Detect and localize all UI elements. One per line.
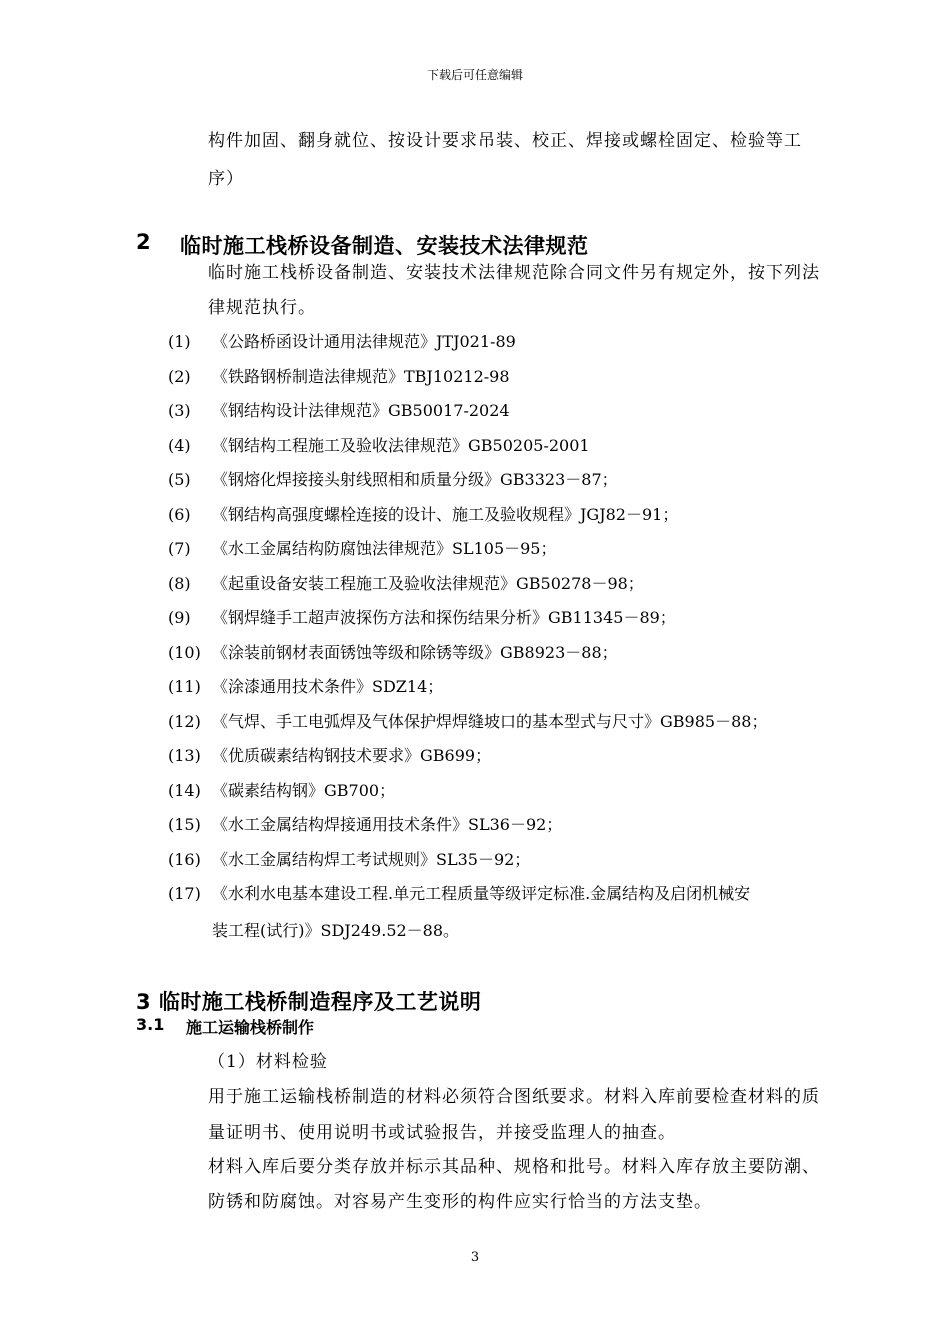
reference-number: (15): [168, 815, 201, 834]
reference-text: 《水工金属结构防腐蚀法律规范》SL105－95；: [212, 539, 557, 558]
reference-item: [168, 398, 510, 421]
page-header: 下载后可任意编辑: [426, 68, 523, 82]
reference-number: (2): [168, 367, 191, 386]
reference-item: [168, 605, 676, 628]
reference-number: (13): [168, 746, 201, 765]
reference-item: [168, 364, 510, 387]
reference-number: (9): [168, 608, 191, 627]
reference-text: 《公路桥函设计通用法律规范》JTJ021-89: [212, 332, 516, 351]
page-number: 3: [470, 1250, 480, 1265]
reference-text: 《钢结构设计法律规范》GB50017-2024: [212, 401, 510, 420]
body-line-3: 材料入库后要分类存放并标示其品种、规格和批号。材料入库存放主要防潮、: [208, 1157, 820, 1177]
reference-text: 《钢结构高强度螺栓连接的设计、施工及验收规程》JGJ82－91；: [212, 505, 679, 524]
reference-text: 《起重设备安装工程施工及验收法律规范》GB50278－98；: [212, 574, 644, 593]
reference-number: (14): [168, 781, 201, 800]
reference-item: [168, 743, 491, 766]
reference-text: 《水工金属结构焊接通用技术条件》SL36－92；: [212, 815, 563, 834]
reference-text: 《碳素结构钢》GB700；: [212, 781, 396, 800]
reference-number: (5): [168, 470, 191, 489]
reference-item: [168, 640, 618, 663]
reference-text: 《铁路钢桥制造法律规范》TBJ10212-98: [212, 367, 510, 386]
section-3-title: 3 临时施工栈桥制造程序及工艺说明: [136, 990, 482, 1014]
section-2-number: 2: [136, 230, 152, 254]
intro-line-1: 构件加固、翻身就位、按设计要求吊装、校正、焊接或螺栓固定、检验等工: [208, 131, 802, 151]
reference-17-continuation: 装工程(试行)》SDJ249.52－88。: [212, 921, 460, 940]
subsection-3-1-title: 施工运输栈桥制作: [186, 1018, 315, 1037]
reference-text: 《钢熔化焊接接头射线照相和质量分级》GB3323－87；: [212, 470, 618, 489]
reference-text: 《气焊、手工电弧焊及气体保护焊焊缝坡口的基本型式与尺寸》GB985－88；: [212, 712, 768, 731]
reference-item: [168, 433, 590, 456]
reference-number: (16): [168, 850, 201, 869]
reference-number: (8): [168, 574, 191, 593]
reference-number: (17): [168, 884, 201, 903]
reference-item: [168, 536, 557, 559]
reference-item: [168, 467, 618, 490]
reference-item: [168, 778, 395, 801]
reference-item: [168, 881, 750, 904]
reference-text: 《水工金属结构焊工考试规则》SL35－92；: [212, 850, 531, 869]
section-2-para-line-1: 临时施工栈桥设备制造、安装技术法律规范除合同文件另有规定外，按下列法: [208, 263, 820, 283]
reference-text: 《水利水电基本建设工程.单元工程质量等级评定标准.金属结构及启闭机械安: [212, 884, 751, 903]
section-2-title: 临时施工栈桥设备制造、安装技术法律规范: [180, 234, 589, 258]
reference-text: 《钢结构工程施工及验收法律规范》GB50205-2001: [212, 436, 590, 455]
reference-text: 《涂装前钢材表面锈蚀等级和除锈等级》GB8923－88；: [212, 643, 618, 662]
item-material-inspection-title: （1）材料检验: [208, 1052, 328, 1072]
subsection-3-1-number: 3.1: [136, 1015, 165, 1034]
reference-item: [168, 571, 644, 594]
reference-item: [168, 502, 678, 525]
reference-number: (3): [168, 401, 191, 420]
reference-number: (10): [168, 643, 201, 662]
reference-item: [168, 847, 530, 870]
body-line-4: 防锈和防腐蚀。对容易产生变形的构件应实行恰当的方法支垫。: [208, 1192, 712, 1212]
reference-number: (12): [168, 712, 201, 731]
reference-number: (4): [168, 436, 191, 455]
intro-line-2: 序）: [208, 169, 244, 189]
reference-number: (6): [168, 505, 191, 524]
reference-item: [168, 674, 443, 697]
reference-text: 《钢焊缝手工超声波探伤方法和探伤结果分析》GB11345－89；: [212, 608, 676, 627]
reference-item: [168, 812, 562, 835]
reference-item: [168, 709, 767, 732]
reference-number: (1): [168, 332, 191, 351]
section-2-para-line-2: 律规范执行。: [208, 298, 316, 318]
reference-text: 《涂漆通用技术条件》SDZ14；: [212, 677, 444, 696]
body-line-2: 量证明书、使用说明书或试验报告，并接受监理人的抽查。: [208, 1123, 676, 1143]
reference-number: (7): [168, 539, 191, 558]
reference-text: 《优质碳素结构钢技术要求》GB699；: [212, 746, 492, 765]
body-line-1: 用于施工运输栈桥制造的材料必须符合图纸要求。材料入库前要检查材料的质: [208, 1087, 820, 1107]
reference-number: (11): [168, 677, 201, 696]
reference-item: [168, 329, 516, 352]
